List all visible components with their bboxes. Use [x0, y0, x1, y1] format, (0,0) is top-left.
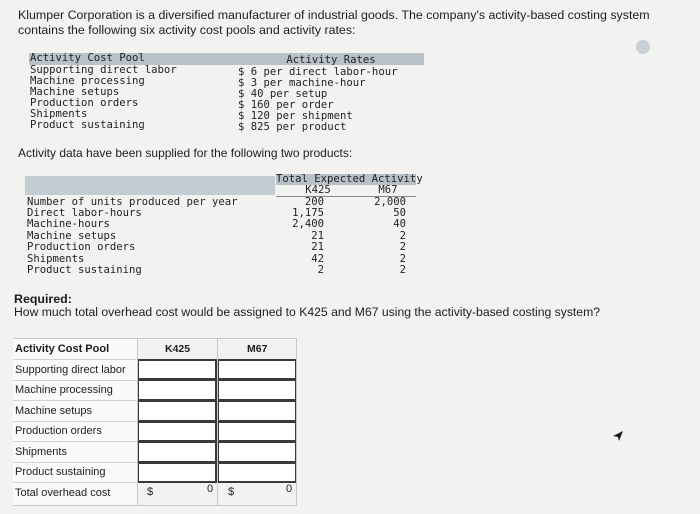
m67-product-sustaining-input[interactable]: [217, 462, 297, 483]
cost-pool-rate: $ 3 per machine-hour: [238, 77, 366, 89]
cost-pool-label: Production orders: [30, 97, 139, 109]
cost-pool-label: Shipments: [30, 108, 88, 120]
m67-machine-setups-input[interactable]: [217, 400, 297, 422]
cost-pool-rate: $ 825 per product: [238, 121, 347, 133]
cost-pool-header-rate: Activity Rates: [286, 54, 376, 66]
answer-col-m67: M67: [247, 343, 268, 355]
activity-row-k425: 21: [311, 241, 324, 253]
activity-row-m67: 40: [393, 218, 406, 230]
k425-machine-processing-input[interactable]: [137, 379, 217, 401]
answer-header-label: Activity Cost Pool: [15, 343, 110, 355]
activity-row-m67: 2: [399, 230, 406, 242]
cost-pool-label: Machine setups: [30, 86, 120, 98]
answer-row-label: Production orders: [15, 425, 102, 437]
total-m67-value: 0: [286, 483, 293, 495]
grid-line: [217, 338, 218, 506]
activity-row-label: Product sustaining: [27, 264, 142, 276]
activity-intro-text: Activity data have been supplied for the following two products:: [18, 146, 353, 160]
k425-product-sustaining-input[interactable]: [137, 462, 217, 483]
row-separator: [13, 441, 137, 442]
answer-row-label: Supporting direct labor: [15, 364, 126, 376]
required-question: How much total overhead cost would be assigned to K425 and M67 using the activity-based costing system?: [14, 305, 601, 319]
total-k425-value: 0: [207, 483, 214, 495]
row-separator: [13, 482, 137, 483]
answer-row-label: Machine setups: [15, 405, 93, 417]
cost-pool-label: Product sustaining: [30, 119, 145, 131]
row-separator: [13, 400, 137, 401]
activity-row-m67: 2: [399, 264, 406, 276]
mouse-cursor-icon: [612, 430, 624, 442]
activity-row-m67: 50: [393, 207, 406, 219]
row-separator: [13, 359, 137, 360]
activity-row-k425: 21: [311, 230, 324, 242]
answer-col-k425: K425: [165, 343, 191, 355]
grid-line: [137, 338, 138, 506]
cost-pool-rate: $ 40 per setup: [238, 88, 328, 100]
answer-row-label: Product sustaining: [15, 466, 106, 478]
intro-paragraph: Klumper Corporation is a diversified manufacturer of industrial goods. The company's activity-based costing system contains the following six activity cost pools and activity rates:: [18, 8, 650, 37]
activity-row-label: Number of units produced per year: [27, 196, 238, 208]
row-separator: [13, 421, 137, 422]
k425-production-orders-input[interactable]: [137, 421, 217, 442]
total-m67-currency: $: [228, 486, 235, 498]
activity-row-m67: 2: [399, 253, 406, 265]
cost-pool-header-label: Activity Cost Pool: [30, 52, 145, 64]
grid-line: [296, 338, 297, 506]
m67-shipments-input[interactable]: [217, 441, 297, 463]
activity-row-m67: 2,000: [374, 196, 406, 208]
answer-total-label: Total overhead cost: [15, 487, 111, 499]
cost-pool-rate: $ 6 per direct labor-hour: [238, 66, 398, 78]
m67-production-orders-input[interactable]: [217, 421, 297, 442]
total-k425-currency: $: [147, 486, 154, 498]
answer-row-label: Machine processing: [15, 384, 113, 396]
activity-row-k425: 2,400: [292, 218, 324, 230]
required-title: Required:: [14, 292, 72, 306]
answer-table: [13, 338, 297, 506]
cost-pool-rate: $ 160 per order: [238, 99, 334, 111]
row-separator: [13, 462, 137, 463]
activity-row-label: Machine-hours: [27, 218, 110, 230]
grid-line: [13, 505, 297, 506]
cost-pool-label: Supporting direct labor: [30, 64, 177, 76]
cost-pool-rate: $ 120 per shipment: [238, 110, 353, 122]
activity-col-k425: K425: [305, 184, 331, 196]
activity-row-k425: 2: [317, 264, 324, 276]
k425-shipments-input[interactable]: [137, 441, 217, 463]
answer-row-label: Shipments: [15, 446, 67, 458]
k425-supporting-direct-labor-input[interactable]: [137, 359, 217, 380]
activity-row-k425: 42: [311, 253, 324, 265]
row-separator: [13, 380, 137, 381]
activity-row-k425: 200: [304, 196, 324, 208]
m67-supporting-direct-labor-input[interactable]: [217, 359, 297, 380]
activity-row-label: Direct labor-hours: [27, 207, 142, 219]
activity-row-k425: 1,175: [292, 207, 324, 219]
activity-col-m67: M67: [378, 184, 398, 196]
decorative-dot: [636, 40, 650, 54]
activity-row-label: Machine setups: [27, 230, 117, 242]
grid-line: [13, 338, 297, 339]
cost-pool-label: Machine processing: [30, 75, 145, 87]
activity-row-label: Production orders: [27, 241, 136, 253]
activity-row-m67: 2: [399, 241, 406, 253]
activity-row-label: Shipments: [27, 253, 85, 265]
m67-machine-processing-input[interactable]: [217, 379, 297, 401]
activity-label-band: [25, 176, 275, 195]
k425-machine-setups-input[interactable]: [137, 400, 217, 422]
activity-header: Total Expected Activity: [276, 173, 423, 185]
